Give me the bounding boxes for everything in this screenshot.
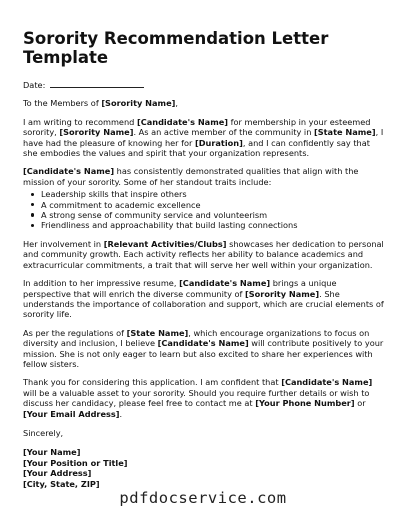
placeholder-phone-number: [Your Phone Number] <box>255 398 355 409</box>
text-span: will contribute positively to your mission. She is not only eager to learn but also excited to share her experiences with fellow sisters. <box>23 338 384 369</box>
text-span: I am writing to recommend <box>23 116 137 127</box>
placeholder-candidate-name: [Candidate's Name] <box>136 116 229 127</box>
list-item: A strong sense of community service and volunteerism <box>41 210 385 220</box>
traits-list <box>23 189 385 231</box>
letter-page <box>23 29 385 489</box>
text-span: Thank you for considering this application. I am confident that <box>23 377 282 388</box>
list-item: Leadership skills that inspire others <box>41 189 385 199</box>
signature-name: [Your Name] <box>23 447 81 458</box>
signature-block <box>23 447 385 489</box>
placeholder-email-address: [Your Email Address] <box>23 408 120 419</box>
paragraph-perspective <box>23 278 385 320</box>
placeholder-sorority-name: [Sorority Name] <box>245 288 320 299</box>
closing: Sincerely, <box>23 427 64 438</box>
paragraph-thanks <box>23 377 385 419</box>
date-label: Date: <box>23 80 46 90</box>
signature-city-state-zip: [City, State, ZIP] <box>23 478 100 489</box>
text-span: . She understands the importance of collaboration and support, which are crucial elements of sorority life. <box>23 288 384 320</box>
text-span: will be a valuable asset to your sorority. Should you require further details or wish to discuss her candidacy, please feel free to contact me at <box>23 387 370 409</box>
paragraph-intro <box>23 117 385 159</box>
document-title: Sorority Recommendation Letter Template <box>23 29 329 67</box>
signature-address: [Your Address] <box>23 468 92 479</box>
text-span: has consistently demonstrated qualities that align with the mission of your sorority. Some of her standout traits include: <box>23 166 359 187</box>
text-span: brings a unique perspective that will enrich the diverse community of <box>23 278 337 299</box>
salutation-comma: , <box>175 98 178 109</box>
paragraph-regulations <box>23 328 385 370</box>
footer-watermark: pdfdocservice.com <box>119 489 287 507</box>
placeholder-candidate-name: [Candidate's Name] <box>281 377 373 388</box>
text-span: showcases her dedication to personal and community growth. Each activity reflects her ability to balance academics and extracurricular commitments, a trait that will serve her well within your organization. <box>23 238 384 270</box>
placeholder-candidate-name: [Candidate's Name] <box>23 166 115 177</box>
text-span: or <box>354 398 366 409</box>
placeholder-duration: [Duration] <box>195 137 243 148</box>
text-span: for membership in your esteemed sorority, <box>23 116 371 138</box>
placeholder-candidate-name: [Candidate's Name] <box>157 338 249 349</box>
text-span: As per the regulations of <box>23 327 127 338</box>
placeholder-state-name: [State Name] <box>314 127 376 138</box>
date-blank-line <box>50 79 144 88</box>
salutation-text: To the Members of <box>23 98 102 109</box>
list-item: Friendliness and approachability that build lasting connections <box>41 220 385 230</box>
list-item: A commitment to academic excellence <box>41 200 385 210</box>
paragraph-qualities <box>23 166 385 187</box>
text-span: In addition to her impressive resume, <box>23 278 180 289</box>
text-span: . <box>119 408 123 419</box>
paragraph-involvement <box>23 239 385 270</box>
placeholder-state-name: [State Name] <box>126 327 189 338</box>
text-span: , I have had the pleasure of knowing her for <box>23 127 384 148</box>
salutation <box>23 98 385 108</box>
placeholder-sorority-name: [Sorority Name] <box>101 98 176 109</box>
date-row <box>23 79 385 90</box>
text-span: . As an active member of the community in <box>133 127 314 138</box>
text-span: , which encourage organizations to focus on diversity and inclusion, I believe <box>23 327 370 349</box>
text-span: , and I can confidently say that she embodies the values and spirit that your organization represents. <box>23 137 370 159</box>
signature-title: [Your Position or Title] <box>23 457 128 468</box>
placeholder-sorority-name: [Sorority Name] <box>59 127 134 138</box>
placeholder-activities: [Relevant Activities/Clubs] <box>103 238 227 249</box>
placeholder-candidate-name: [Candidate's Name] <box>179 278 271 289</box>
text-span: Her involvement in <box>23 238 104 249</box>
